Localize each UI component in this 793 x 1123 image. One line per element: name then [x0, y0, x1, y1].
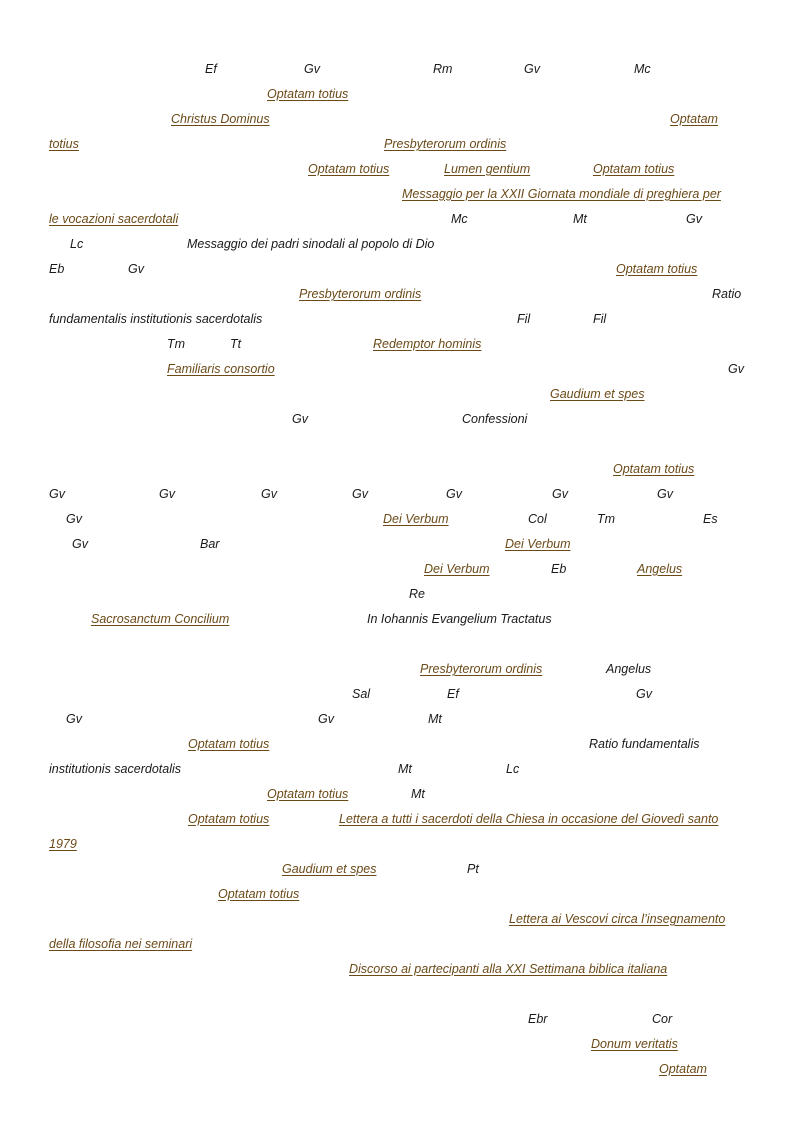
- document-link[interactable]: Optatam: [670, 112, 718, 126]
- cited-title: fundamentalis institutionis sacerdotalis: [49, 312, 263, 326]
- document-link[interactable]: Optatam totius: [593, 162, 675, 176]
- scripture-ref: Eb: [551, 562, 567, 576]
- document-link[interactable]: Discorso ai partecipanti alla XXI Settimana biblica italiana: [349, 962, 668, 976]
- scripture-ref: Es: [703, 512, 718, 526]
- document-link[interactable]: Optatam totius: [308, 162, 390, 176]
- scripture-ref: Tt: [230, 337, 242, 351]
- scripture-ref: Pt: [467, 862, 479, 876]
- document-link[interactable]: Dei Verbum: [424, 562, 490, 576]
- scripture-ref: Bar: [200, 537, 220, 551]
- document-link[interactable]: della filosofia nei seminari: [49, 937, 193, 951]
- document-link[interactable]: Dei Verbum: [383, 512, 449, 526]
- document-link[interactable]: Optatam totius: [267, 87, 349, 101]
- document-link[interactable]: Dei Verbum: [505, 537, 571, 551]
- document-link[interactable]: Optatam totius: [267, 787, 349, 801]
- document-link[interactable]: Optatam totius: [188, 812, 270, 826]
- scripture-ref: Gv: [728, 362, 744, 376]
- scripture-ref: Fil: [593, 312, 607, 326]
- document-link[interactable]: Lumen gentium: [444, 162, 531, 176]
- document-link[interactable]: le vocazioni sacerdotali: [49, 212, 179, 226]
- document-link[interactable]: Redemptor hominis: [373, 337, 482, 351]
- scripture-ref: Gv: [66, 512, 82, 526]
- scripture-ref: Ef: [205, 62, 217, 76]
- document-link[interactable]: Optatam totius: [613, 462, 695, 476]
- scripture-ref: Mt: [573, 212, 587, 226]
- cited-title: Angelus: [606, 662, 652, 676]
- document-link[interactable]: Donum veritatis: [591, 1037, 678, 1051]
- document-link[interactable]: Lettera a tutti i sacerdoti della Chiesa in occasione del Giovedì santo: [339, 812, 719, 826]
- scripture-ref: Tm: [597, 512, 616, 526]
- cited-title: Messaggio dei padri sinodali al popolo di Dio: [187, 237, 435, 251]
- document-link[interactable]: Gaudium et spes: [550, 387, 645, 401]
- cited-title: Ratio: [712, 287, 742, 301]
- scripture-ref: Gv: [66, 712, 82, 726]
- scripture-ref: Lc: [70, 237, 84, 251]
- cited-title: Ratio fundamentalis: [589, 737, 700, 751]
- document-link[interactable]: Familiaris consortio: [167, 362, 275, 376]
- document-link[interactable]: totius: [49, 137, 79, 151]
- document-link[interactable]: Lettera ai Vescovi circa l’insegnamento: [509, 912, 726, 926]
- scripture-ref: Rm: [433, 62, 453, 76]
- scripture-ref: Re: [409, 587, 425, 601]
- cited-title: institutionis sacerdotalis: [49, 762, 182, 776]
- scripture-ref: Gv: [72, 537, 88, 551]
- scripture-ref: Gv: [552, 487, 568, 501]
- document-link[interactable]: Optatam: [659, 1062, 707, 1076]
- document-link[interactable]: Optatam totius: [218, 887, 300, 901]
- scripture-ref: Mt: [398, 762, 412, 776]
- scripture-ref: Mt: [411, 787, 425, 801]
- document-link[interactable]: Optatam totius: [188, 737, 270, 751]
- document-link[interactable]: Christus Dominus: [171, 112, 270, 126]
- document-link[interactable]: Sacrosanctum Concilium: [91, 612, 230, 626]
- cited-title: Confessioni: [462, 412, 528, 426]
- scripture-ref: Gv: [49, 487, 65, 501]
- scripture-ref: Col: [528, 512, 547, 526]
- scripture-ref: Gv: [292, 412, 308, 426]
- scripture-ref: Ef: [447, 687, 459, 701]
- document-link[interactable]: Presbyterorum ordinis: [420, 662, 543, 676]
- document-link[interactable]: Presbyterorum ordinis: [384, 137, 507, 151]
- scripture-ref: Gv: [159, 487, 175, 501]
- scripture-ref: Gv: [304, 62, 320, 76]
- scripture-ref: Tm: [167, 337, 186, 351]
- document-link[interactable]: 1979: [49, 837, 77, 851]
- scripture-ref: Ebr: [528, 1012, 548, 1026]
- scripture-ref: Mc: [451, 212, 468, 226]
- scripture-ref: Gv: [128, 262, 144, 276]
- document-link[interactable]: Gaudium et spes: [282, 862, 377, 876]
- scripture-ref: Mc: [634, 62, 651, 76]
- cited-title: In Iohannis Evangelium Tractatus: [367, 612, 552, 626]
- scripture-ref: Gv: [318, 712, 334, 726]
- scripture-ref: Mt: [428, 712, 442, 726]
- scripture-ref: Fil: [517, 312, 531, 326]
- scripture-ref: Gv: [657, 487, 673, 501]
- document-link[interactable]: Messaggio per la XXII Giornata mondiale di preghiera per: [402, 187, 721, 201]
- scripture-ref: Sal: [352, 687, 371, 701]
- scripture-ref: Gv: [352, 487, 368, 501]
- scripture-ref: Gv: [446, 487, 462, 501]
- document-link[interactable]: Optatam totius: [616, 262, 698, 276]
- scripture-ref: Lc: [506, 762, 520, 776]
- scripture-ref: Gv: [261, 487, 277, 501]
- scripture-ref: Gv: [686, 212, 702, 226]
- document-link[interactable]: Angelus: [637, 562, 683, 576]
- scripture-ref: Gv: [524, 62, 540, 76]
- scripture-ref: Gv: [636, 687, 652, 701]
- scripture-ref: Cor: [652, 1012, 673, 1026]
- document-link[interactable]: Presbyterorum ordinis: [299, 287, 422, 301]
- scripture-ref: Eb: [49, 262, 65, 276]
